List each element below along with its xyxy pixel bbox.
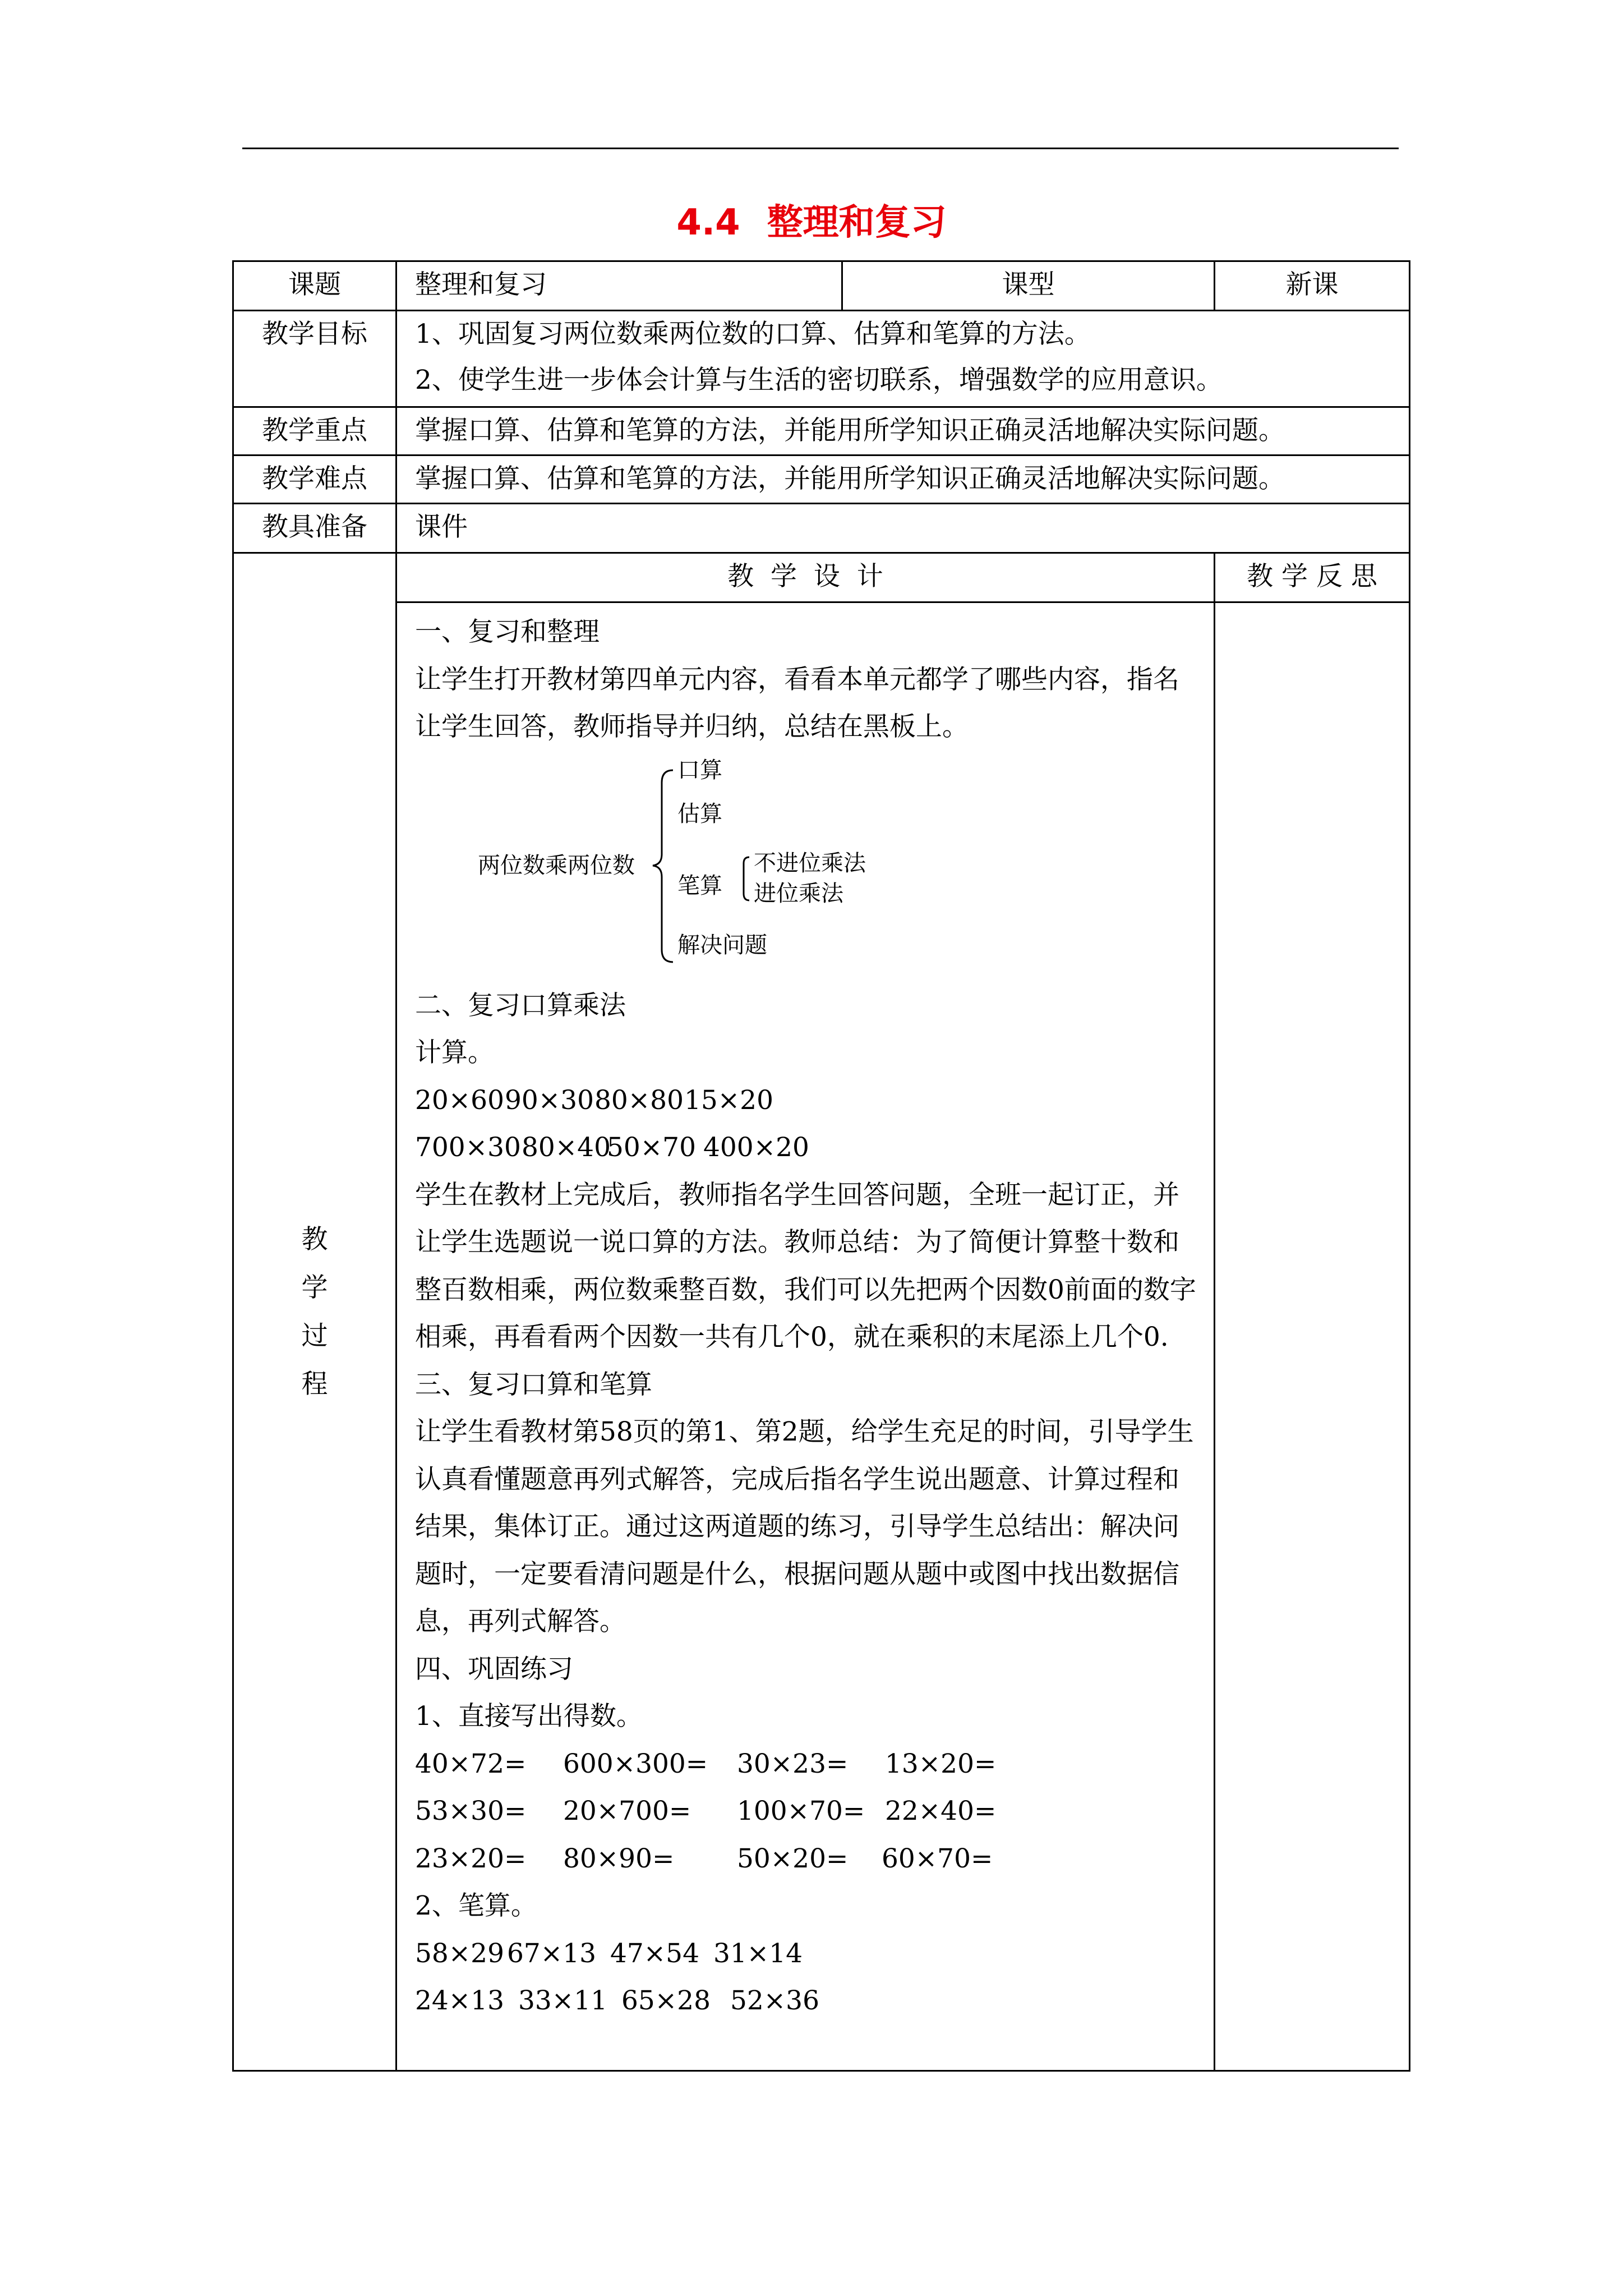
exercise-item: 53×30=: [415, 1796, 527, 1826]
row-topic: [233, 261, 1410, 311]
difficulties-text: 掌握口算、估算和笔算的方法，并能用所学知识正确灵活地解决实际问题。: [396, 455, 1410, 504]
exercise-item: 23×20=: [415, 1843, 527, 1874]
section-1-text: 让学生打开教材第四单元内容，看看本单元都学了哪些内容，指名让学生回答，教师指导并归纳，总结在黑板上。: [415, 664, 1179, 742]
exercise-item: 20×700=: [563, 1796, 691, 1826]
type-value: 新课: [1215, 261, 1410, 311]
materials-label: 教具准备: [233, 504, 396, 553]
exercise-item: 22×40=: [885, 1796, 997, 1826]
title-text: 整理和复习: [767, 202, 947, 243]
topic-value: 整理和复习: [396, 261, 842, 311]
oral-item: 20×60: [415, 1084, 504, 1116]
exercise-item: 52×36: [730, 1985, 819, 2016]
exercise-item: 30×23=: [737, 1748, 849, 1779]
exercise-2-row: [415, 1930, 1198, 1978]
oral-row-1: [415, 1077, 1198, 1125]
section-3-title: 三、复习口算和笔算: [415, 1369, 652, 1400]
oral-item: 700×30: [415, 1132, 521, 1163]
page-title: [0, 197, 1623, 248]
process-char: 程: [301, 1368, 328, 1400]
exercise-item: 33×11: [518, 1985, 607, 2016]
exercise-2-title: 2、笔算。: [415, 1890, 537, 1921]
exercise-1-row: [415, 1741, 1198, 1788]
process-char: 过: [301, 1320, 328, 1351]
exercise-item: 65×28: [621, 1985, 711, 2016]
goals-content: [396, 311, 1410, 407]
row-goals: [233, 311, 1410, 407]
section-2-sub: 计算。: [415, 1037, 494, 1068]
oral-item: 15×20: [684, 1084, 773, 1116]
diagram-solve: 解决问题: [677, 932, 767, 958]
exercise-1-row: [415, 1835, 1198, 1883]
section-3-text: 让学生看教材第58页的第1、第2题，给学生充足的时间，引导学生认真看懂题意再列式解答，完成后指名学生说出题意、计算过程和结果，集体订正。通过这两道题的练习，引导学生总结出：解决问题时，一定要看清问题是什么，根据问题从题中或图中找出数据信息，再列式解答。: [415, 1416, 1194, 1637]
goal-item-2: 2、使学生进一步体会计算与生活的密切联系，增强数学的应用意识。: [415, 365, 1223, 395]
process-char: 学: [301, 1272, 328, 1303]
row-process-body: [233, 602, 1410, 2071]
diagram-carry: 进位乘法: [754, 880, 843, 907]
exercise-item: 50×20=: [737, 1843, 849, 1874]
key-points-label: 教学重点: [233, 407, 396, 455]
exercise-item: 31×14: [713, 1938, 803, 1969]
exercise-1-row: [415, 1788, 1198, 1835]
design-header: 教 学 设 计: [396, 553, 1215, 602]
section-1-title: 一、复习和整理: [415, 616, 600, 647]
exercise-item: 58×29: [415, 1938, 504, 1969]
goals-label: 教学目标: [233, 311, 396, 407]
exercise-item: 60×70=: [882, 1843, 993, 1874]
row-materials: [233, 504, 1410, 553]
diagram-estimate: 估算: [677, 800, 722, 827]
exercise-item: 13×20=: [885, 1748, 997, 1779]
lesson-plan-table: [232, 260, 1410, 2072]
oral-item: 90×30: [505, 1084, 594, 1116]
difficulties-label: 教学难点: [233, 455, 396, 504]
design-content: [396, 602, 1215, 2071]
section-4-title: 四、巩固练习: [415, 1653, 573, 1685]
process-label: [233, 553, 396, 2071]
exercise-item: 47×54: [610, 1938, 699, 1969]
row-key-points: [233, 407, 1410, 455]
oral-item: 50×70: [607, 1132, 696, 1163]
exercise-2-row: [415, 1977, 1198, 2025]
reflection-content: [1215, 602, 1410, 2071]
section-2-title: 二、复习口算乘法: [415, 990, 626, 1021]
materials-text: 课件: [396, 504, 1410, 553]
row-process-header: [233, 553, 1410, 602]
oral-item: 80×80: [594, 1084, 684, 1116]
exercise-item: 600×300=: [563, 1748, 708, 1779]
exercise-item: 67×13: [507, 1938, 596, 1969]
header-rule: [242, 148, 1399, 149]
oral-item: 400×20: [703, 1132, 809, 1163]
exercise-item: 100×70=: [737, 1796, 865, 1826]
title-number: 4.4: [676, 202, 740, 243]
type-label: 课型: [842, 261, 1215, 311]
topic-label: 课题: [233, 261, 396, 311]
exercise-item: 80×90=: [563, 1843, 675, 1874]
diagram-oral: 口算: [677, 757, 722, 783]
row-difficulties: [233, 455, 1410, 504]
section-2-text: 学生在教材上完成后，教师指名学生回答问题，全班一起订正，并让学生选题说一说口算的方法。教师总结：为了简便计算整十数和整百数相乘，两位数乘整百数，我们可以先把两个因数0前面的数字相乘，再看看两个因数一共有几个0，就在乘积的末尾添上几个0.: [415, 1179, 1196, 1352]
diagram-root: 两位数乘两位数: [478, 852, 635, 878]
goal-item-1: 1、巩固复习两位数乘两位数的口算、估算和笔算的方法。: [415, 319, 1091, 349]
key-points-text: 掌握口算、估算和笔算的方法，并能用所学知识正确灵活地解决实际问题。: [396, 407, 1410, 455]
oral-row-2: [415, 1124, 1198, 1172]
exercise-item: 40×72=: [415, 1748, 527, 1779]
reflection-header: 教 学 反 思: [1215, 553, 1410, 602]
oral-item: 80×40: [522, 1132, 611, 1163]
exercise-1-title: 1、直接写出得数。: [415, 1701, 643, 1732]
diagram-written: 笔算: [677, 872, 722, 899]
exercise-item: 24×13: [415, 1985, 504, 2016]
knowledge-diagram: [415, 753, 1198, 976]
process-char: 教: [301, 1223, 328, 1255]
diagram-no-carry: 不进位乘法: [754, 850, 866, 876]
